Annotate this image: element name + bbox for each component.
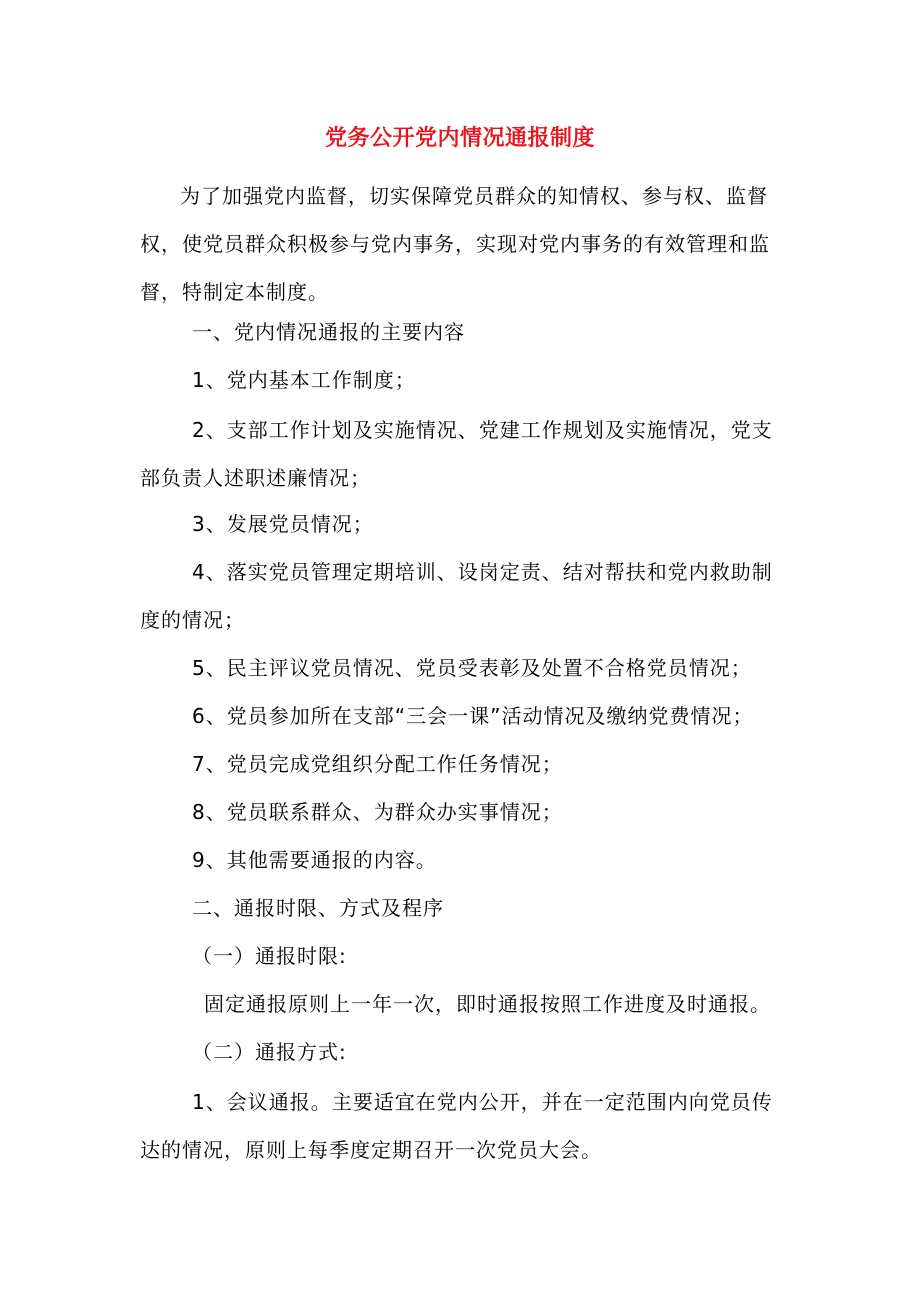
intro-line-3: 督，特制定本制度。 — [140, 280, 329, 304]
intro-line-2: 权，使党员群众积极参与党内事务，实现对党内事务的有效管理和监 — [140, 232, 770, 256]
list-item-3: 3、发展党员情况； — [192, 512, 374, 536]
subsection1-heading: （一）通报时限: — [192, 944, 347, 968]
intro-paragraph — [140, 172, 788, 316]
list-item-1: 1、党内基本工作制度； — [192, 368, 416, 392]
list-item-5: 5、民主评议党员情况、党员受表彰及处置不合格党员情况； — [192, 656, 752, 680]
subsection2-heading: （二）通报方式: — [192, 1040, 347, 1064]
list-item-6: 6、党员参加所在支部“三会一课”活动情况及缴纳党费情况； — [192, 704, 754, 728]
method1-paragraph: 1、会议通报。主要适宜在党内公开，并在一定范围内向党员传 达的情况，原则上每季度定期召开一次党员大会。 — [140, 1090, 773, 1162]
intro-line-1: 为了加强党内监督，切实保障党员群众的知情权、参与权、监督 — [180, 184, 768, 208]
subsection1-text: 固定通报原则上一年一次，即时通报按照工作进度及时通报。 — [204, 992, 771, 1016]
list-item-2: 2、支部工作计划及实施情况、党建工作规划及实施情况，党支 部负责人述职述廉情况； — [140, 418, 773, 490]
list-item-7: 7、党员完成党组织分配工作任务情况； — [192, 752, 563, 776]
section1-heading: 一、党内情况通报的主要内容 — [192, 320, 465, 344]
document-title: 党务公开党内情况通报制度 — [324, 126, 595, 151]
list-item-9: 9、其他需要通报的内容。 — [192, 848, 437, 872]
section2-heading: 二、通报时限、方式及程序 — [192, 896, 444, 920]
list-item-8: 8、党员联系群众、为群众办实事情况； — [192, 800, 563, 824]
list-item-4: 4、落实党员管理定期培训、设岗定责、结对帮扶和党内救助制 度的情况； — [140, 560, 773, 632]
